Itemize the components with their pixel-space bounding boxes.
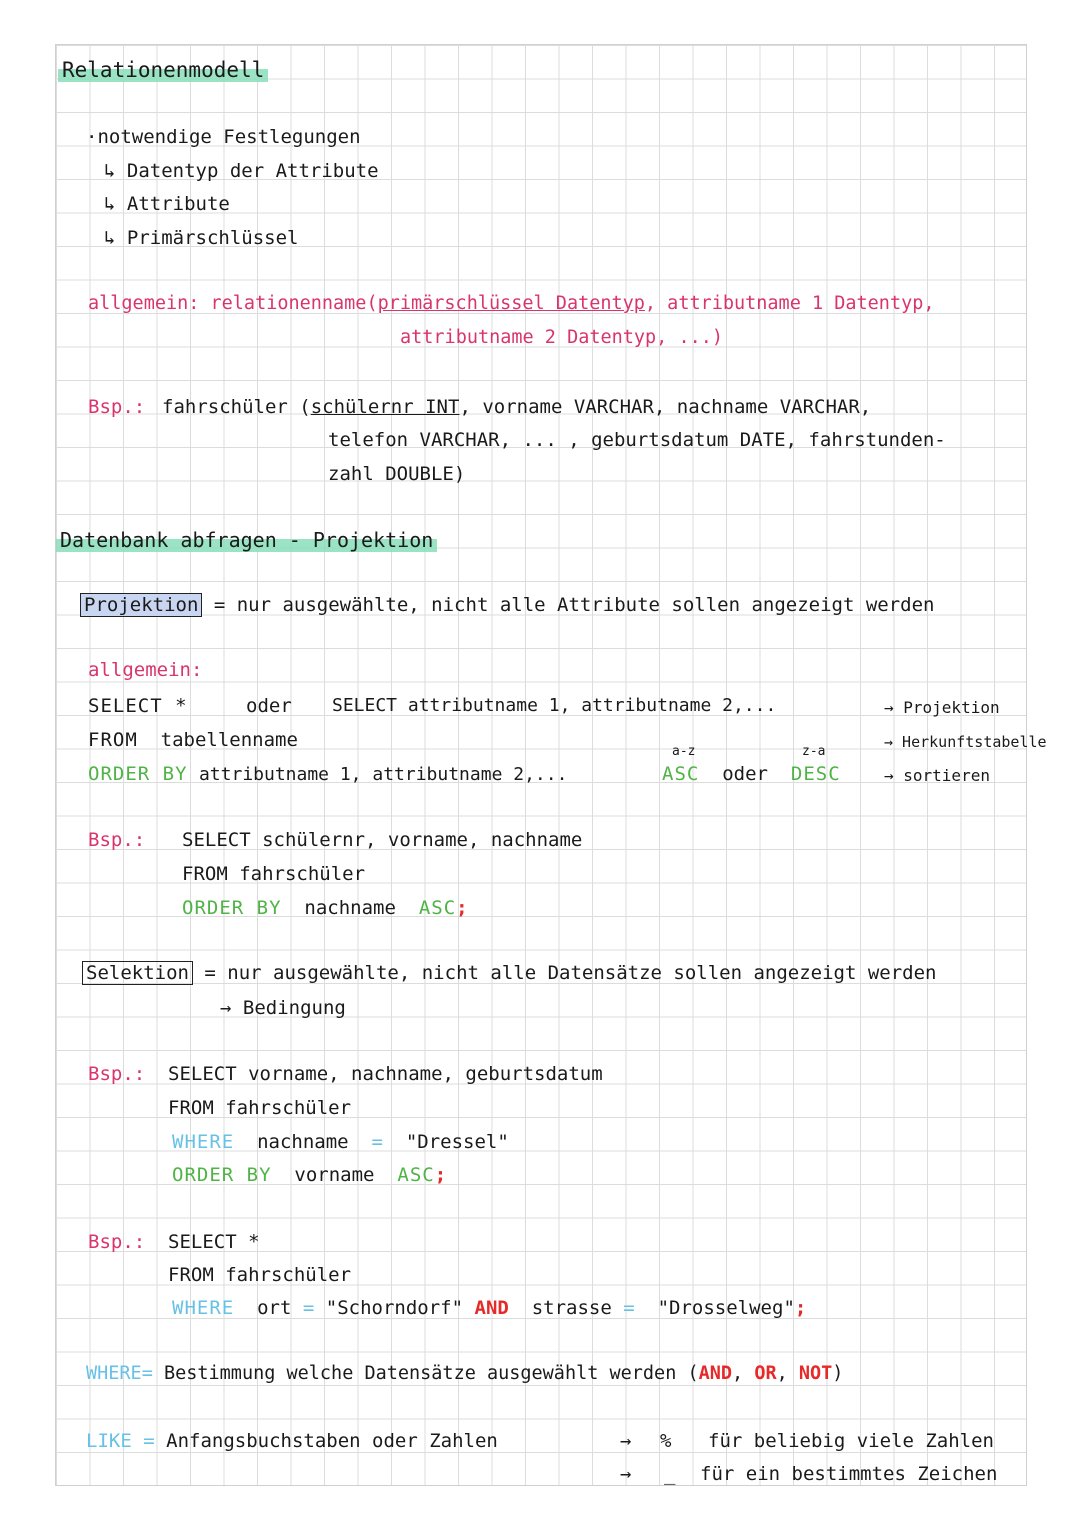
sort-options: ASC oder DESC [662, 763, 841, 785]
festlegung-item: ↳ Primärschlüssel [104, 227, 299, 249]
like-percent: % [660, 1430, 672, 1452]
bsp-label: Bsp.: [88, 1063, 146, 1085]
bsp1-order: ORDER BY nachname ASC; [182, 897, 468, 919]
bsp1-select: SELECT schülernr, vorname, nachname [182, 829, 583, 851]
sql-from-line: FROM tabellenname [88, 729, 298, 751]
selektion-definition: Selektion = nur ausgewählte, nicht alle Datensätze sollen angezeigt werden [82, 961, 937, 985]
bsp2-order: ORDER BY vorname ASC; [172, 1164, 447, 1186]
section-title: Datenbank abfragen - Projektion [56, 528, 437, 552]
sql-order-line: ORDER BY attributname 1, attributname 2,... [88, 763, 568, 785]
bsp2-where: WHERE nachname = "Dressel" [172, 1131, 509, 1153]
sql-oder: oder [246, 695, 292, 717]
like-underscore-text: für ein bestimmtes Zeichen [700, 1463, 998, 1485]
sort-za: z-a [802, 744, 826, 759]
bsp3-where: WHERE ort = "Schorndorf" AND strasse = "Drosselweg"; [172, 1297, 807, 1319]
schema-general-line2: attributname 2 Datentyp, ...) [400, 327, 724, 348]
schema-example-line1: fahrschüler (schülernr INT, vorname VARCHAR, nachname VARCHAR, [162, 396, 872, 418]
sort-az: a-z [672, 744, 696, 759]
sql-select-attrs: SELECT attributname 1, attributname 2,... [332, 695, 777, 716]
like-percent-text: für beliebig viele Zahlen [708, 1430, 994, 1452]
bsp-label: Bsp.: [88, 396, 146, 418]
like-underscore: _ [664, 1463, 676, 1485]
selektion-term: Selektion [82, 961, 193, 985]
festlegung-item: ↳ Attribute [104, 193, 230, 215]
festlegungen-heading: ·notwendige Festlegungen [86, 126, 361, 148]
like-definition: LIKE = Anfangsbuchstaben oder Zahlen [86, 1430, 498, 1452]
sql-select-star: SELECT * [88, 695, 188, 717]
bsp2-from: FROM fahrschüler [168, 1097, 352, 1119]
schema-example-line3: zahl DOUBLE) [328, 463, 466, 485]
bsp-label: Bsp.: [88, 1231, 146, 1253]
like-arrow: → [620, 1463, 632, 1485]
where-definition: WHERE= Bestimmung welche Datensätze ausgewählt werden (AND, OR, NOT) [86, 1363, 844, 1384]
like-arrow: → [620, 1430, 632, 1452]
bsp-label: Bsp.: [88, 829, 146, 851]
festlegung-item: ↳ Datentyp der Attribute [104, 160, 379, 182]
arrow-projektion: → Projektion [884, 698, 1000, 717]
schema-example-line2: telefon VARCHAR, ... , geburtsdatum DATE, fahrstunden- [328, 429, 946, 451]
bsp3-from: FROM fahrschüler [168, 1264, 352, 1286]
arrow-sortieren: → sortieren [884, 766, 990, 785]
schema-general-line1: allgemein: relationenname(primärschlüssel Datentyp, attributname 1 Datentyp, [88, 293, 935, 314]
projektion-term: Projektion [80, 593, 202, 617]
bsp2-select: SELECT vorname, nachname, geburtsdatum [168, 1063, 603, 1085]
bsp3-select: SELECT * [168, 1231, 260, 1253]
arrow-herkunft: → Herkunftstabelle [884, 733, 1047, 751]
bsp1-from: FROM fahrschüler [182, 863, 366, 885]
selektion-sub: → Bedingung [220, 997, 346, 1019]
page-title: Relationenmodell [58, 58, 268, 82]
projektion-definition: Projektion = nur ausgewählte, nicht alle Attribute sollen angezeigt werden [80, 593, 935, 617]
allgemein-label: allgemein: [88, 659, 203, 681]
